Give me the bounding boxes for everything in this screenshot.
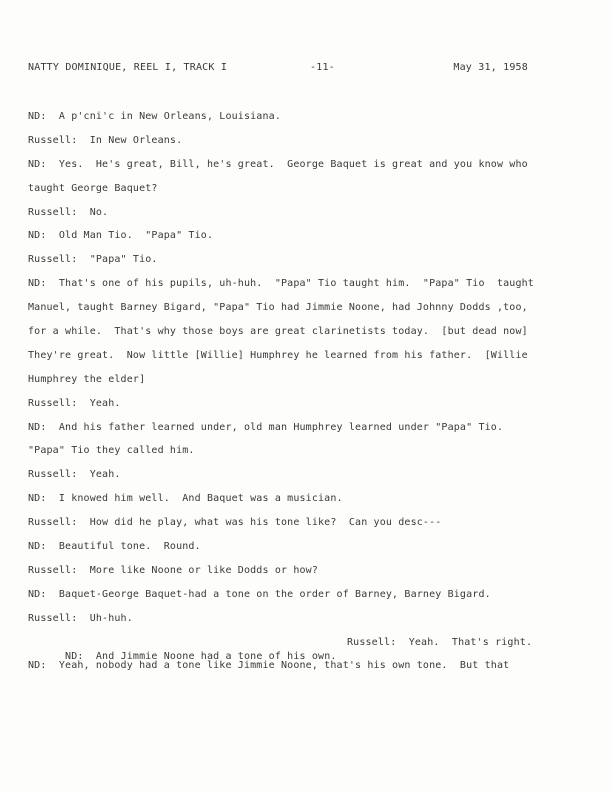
transcript-line: Russell: Yeah. That's right. [347, 636, 533, 648]
transcript-line: "Papa" Tio they called him. [28, 445, 195, 457]
transcript-line: taught George Baquet? [28, 182, 158, 194]
transcript-line: Manuel, taught Barney Bigard, "Papa" Tio had Jimmie Noone, had Johnny Dodds ,too, [28, 302, 528, 314]
transcript-line: Russell: More like Noone or like Dodds or how? [28, 564, 319, 576]
transcript-line: Russell: "Papa" Tio. [28, 254, 158, 266]
transcript-line: ND: Yes. He's great, Bill, he's great. George Baquet is great and you know who [28, 158, 528, 170]
transcript-line: ND: Beautiful tone. Round. [28, 541, 201, 553]
transcript-line: ND: That's one of his pupils, uh-huh. "Papa" Tio taught him. "Papa" Tio taught [28, 278, 534, 290]
transcript-line: for a while. That's why those boys are great clarinetists today. [but dead now] [28, 326, 528, 338]
transcript-line: Russell: How did he play, what was his tone like? Can you desc--- [28, 517, 442, 529]
transcript-line: ND: Old Man Tio. "Papa" Tio. [28, 230, 214, 242]
transcript-line: Russell: Yeah. [28, 469, 121, 481]
transcript-line: Russell: Yeah. [28, 397, 121, 409]
reel-track-label: NATTY DOMINIQUE, REEL I, TRACK I [28, 62, 228, 73]
transcript-line: ND: Baquet-George Baquet-had a tone on the order of Barney, Barney Bigard. [28, 588, 491, 600]
transcript-line: ND: And Jimmie Noone had a tone of his own. [65, 650, 337, 662]
transcript-line: ND: And his father learned under, old man Humphrey learned under "Papa" Tio. [28, 421, 504, 433]
transcript-line: Humphrey the elder] [28, 373, 146, 385]
page-header [28, 62, 528, 78]
interview-date: May 31, 1958 [453, 62, 528, 73]
transcript-line-pair [28, 636, 588, 660]
transcript-line: ND: I knowed him well. And Baquet was a musician. [28, 493, 343, 505]
transcript-body [28, 110, 588, 683]
transcript-line: ND: A p'cni'c in New Orleans, Louisiana. [28, 111, 281, 122]
transcript-line: Russell: No. [28, 206, 109, 218]
transcript-line: Russell: Uh-huh. [28, 612, 133, 624]
page-number: -11- [310, 62, 335, 73]
transcript-line: They're great. Now little [Willie] Humphrey he learned from his father. [Willie [28, 349, 528, 361]
transcript-line: Russell: In New Orleans. [28, 134, 183, 146]
transcript-line: ND: Yeah, nobody had a tone like Jimmie Noone, that's his own tone. But that [28, 660, 510, 672]
